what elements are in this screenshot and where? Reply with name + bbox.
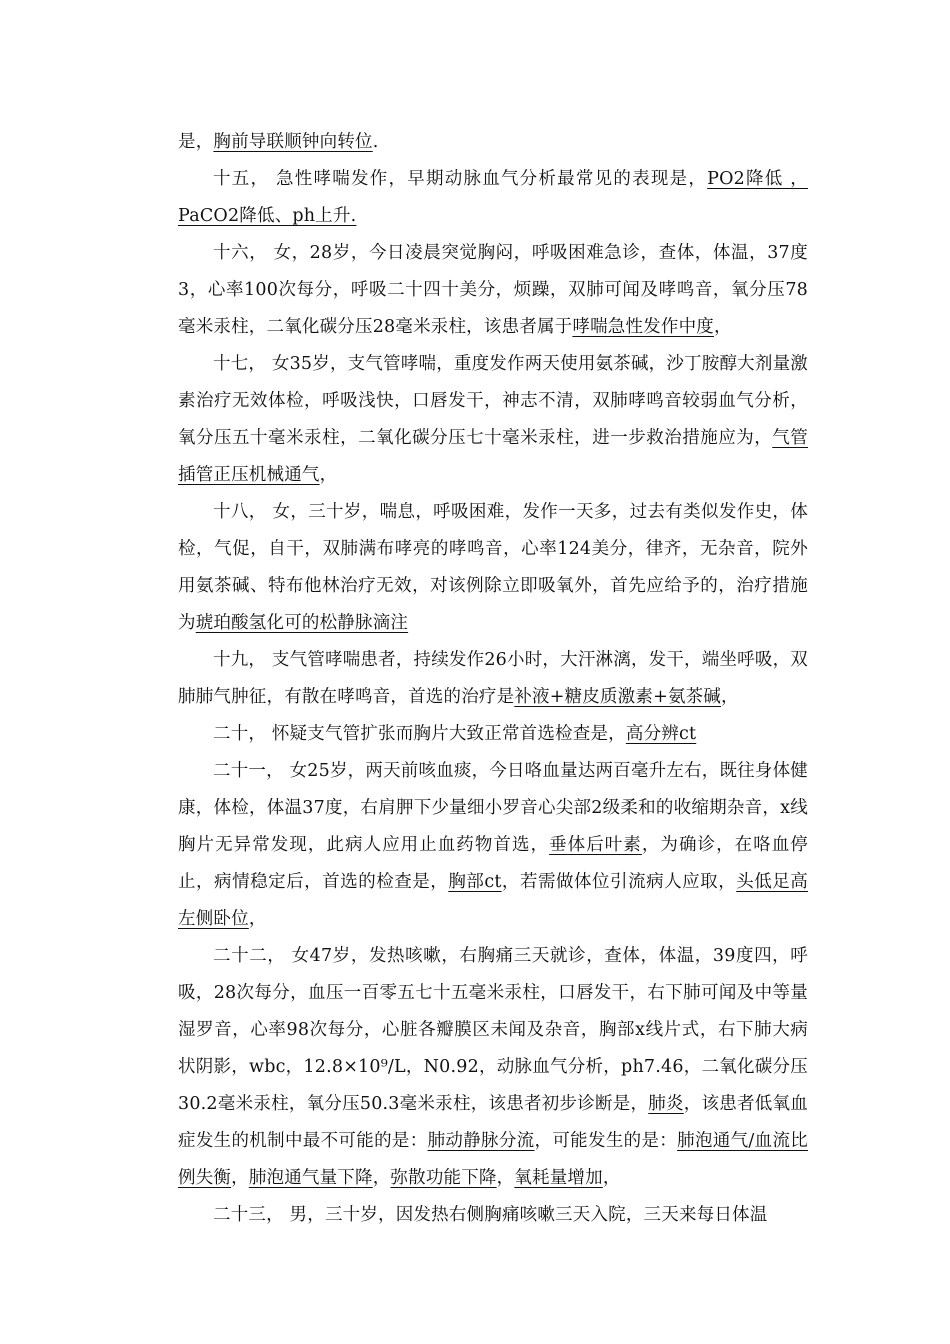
underlined-answer: 琥珀酸氢化可的松静脉滴注 xyxy=(195,613,409,633)
text-segment: 十九， 支气管哮喘患者，持续发作26小时，大汗淋漓，发干，端坐呼吸，双肺肺气肿征，有散在哮鸣音，首选的治疗是 xyxy=(178,650,808,707)
underlined-answer: 弥散功能下降 xyxy=(390,1168,497,1188)
paragraph xyxy=(178,642,808,716)
text-segment: ，为确诊，在咯血停止，病情稳定后，首选的检查是， xyxy=(178,835,809,892)
text-segment: ， xyxy=(372,1168,391,1188)
underlined-answer: 气管插管正压机械通气 xyxy=(178,428,808,485)
text-segment: ， xyxy=(721,687,739,707)
text-segment: 十八， 女，三十岁，喘息，呼吸困难，发作一天多，过去有类似发作史，体检，气促，自干，双肺满布哮亮的哮鸣音，心率124美分，律齐，无杂音，院外用氨茶碱、特布他林治疗无效，对该例除立即吸氧外，首先应给予的，治疗措施为 xyxy=(178,502,808,633)
document-body xyxy=(178,124,808,1234)
text-segment: ，可能发生的是： xyxy=(534,1131,678,1151)
paragraph xyxy=(178,753,808,938)
text-segment: ， xyxy=(248,909,267,929)
underlined-answer: 高分辨ct xyxy=(625,724,697,744)
text-segment: 是， xyxy=(178,132,214,152)
underlined-answer: 胸部ct xyxy=(448,872,502,892)
text-segment: 二十三， 男，三十岁，因发热右侧胸痛咳嗽三天入院，三天来每日体温 xyxy=(213,1205,768,1225)
text-segment: ， xyxy=(319,465,338,485)
underlined-answer: 头低足高左侧卧位 xyxy=(178,872,808,929)
underlined-answer: 氧耗量增加 xyxy=(514,1168,603,1188)
underlined-answer: PO2降低 ，PaCO2降低、ph上升. xyxy=(178,169,808,226)
text-segment: 二十一， 女25岁，两天前咳血痰，今日咯血量达两百毫升左右，既往身体健康，体检，体温37度，右肩胛下少量细小罗音心尖部2级柔和的收缩期杂音，x线胸片无异常发现，此病人应用止血药物首选， xyxy=(178,761,808,855)
text-segment: 十六， 女，28岁，今日凌晨突觉胸闷，呼吸困难急诊，查体，体温，37度3，心率100次每分，呼吸二十四十美分，烦躁，双肺可闻及哮鸣音，氧分压78毫米汞柱，二氧化碳分压28毫米汞柱，该患者属于 xyxy=(178,243,808,337)
paragraph xyxy=(178,716,808,753)
underlined-answer: 补液+糖皮质激素+氨茶碱 xyxy=(514,687,722,707)
text-segment: ，若需做体位引流病人应取， xyxy=(501,872,737,892)
underlined-answer: 哮喘急性发作中度 xyxy=(572,317,714,337)
text-segment: 十七， 女35岁，支气管哮喘，重度发作两天使用氨茶碱，沙丁胺醇大剂量激素治疗无效体检，呼吸浅快，口唇发干，神志不清，双肺哮鸣音较弱血气分析，氧分压五十毫米汞柱，二氧化碳分压七十毫米汞柱，进一步救治措施应为， xyxy=(178,354,808,448)
underlined-answer: 胸前导联顺钟向转位 xyxy=(213,132,373,152)
paragraph xyxy=(178,1197,808,1234)
underlined-answer: 肺泡通气/血流比例失衡 xyxy=(178,1131,808,1188)
underlined-answer: 肺炎 xyxy=(648,1094,684,1114)
paragraph xyxy=(178,494,808,642)
text-segment: 二十二， 女47岁，发热咳嗽，右胸痛三天就诊，查体，体温，39度四，呼吸，28次每分，血压一百零五七十五毫米汞柱，口唇发干，右下肺可闻及中等量湿罗音，心率98次每分，心脏各瓣膜区未闻及杂音，胸部x线片式，右下肺大病状阴影，wbc，12.8×10⁹/L，N0.92，动脉血气分析，ph7.46，二氧化碳分压30.2毫米汞柱，氧分压50.3毫米汞柱，该患者初步诊断是， xyxy=(178,946,808,1114)
underlined-answer: 垂体后叶素 xyxy=(549,835,642,855)
text-segment: . xyxy=(372,132,379,152)
underlined-answer: 肺泡通气量下降 xyxy=(248,1168,373,1188)
underlined-answer: 肺动静脉分流 xyxy=(427,1131,535,1151)
text-segment: ， xyxy=(713,317,732,337)
text-segment: 十五， 急性哮喘发作，早期动脉血气分析最常见的表现是， xyxy=(213,169,708,189)
paragraph xyxy=(178,235,808,346)
text-segment: ，该患者低氧血症发生的机制中最不可能的是： xyxy=(178,1094,808,1151)
text-segment: ， xyxy=(602,1168,621,1188)
paragraph xyxy=(178,346,808,494)
text-segment: 二十， 怀疑支气管扩张而胸片大致正常首选检查是， xyxy=(213,724,626,744)
text-segment: ， xyxy=(231,1168,249,1188)
paragraph xyxy=(178,938,808,1197)
text-segment: ， xyxy=(496,1168,515,1188)
paragraph xyxy=(178,124,808,161)
paragraph xyxy=(178,161,808,235)
